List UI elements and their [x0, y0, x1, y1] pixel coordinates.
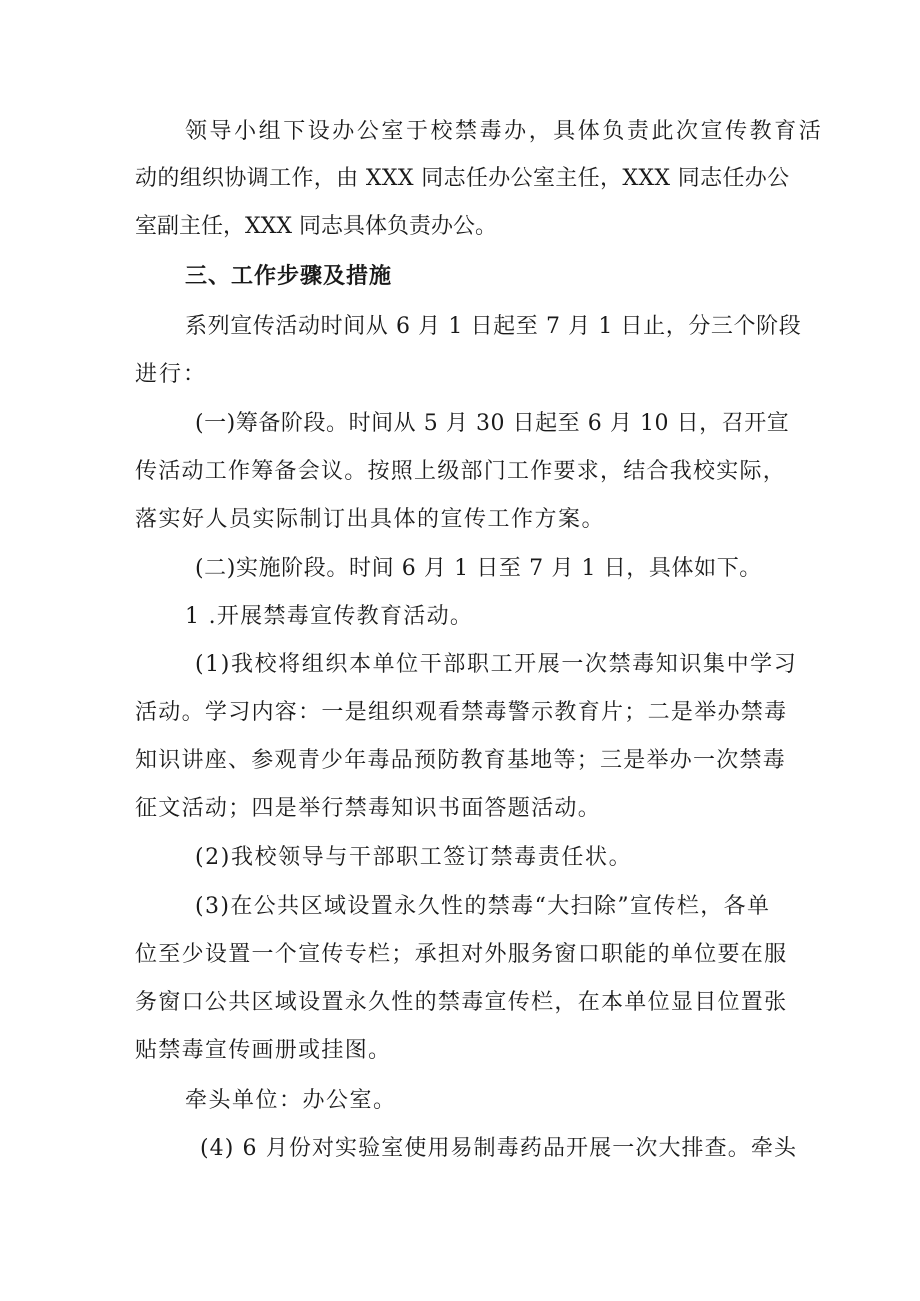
text-line: (一)筹备阶段。时间从 5 月 30 日起至 6 月 10 日，召开宣: [195, 411, 790, 436]
text-line: 传活动工作筹备会议。按照上级部门工作要求，结合我校实际，: [135, 459, 787, 484]
list-item-heading: 1 .开展禁毒宣传教育活动。: [185, 604, 474, 629]
text-line: 动的组织协调工作，由 XXX 同志任办公室主任，XXX 同志任办公: [135, 166, 790, 191]
section-heading: 三、工作步骤及措施: [185, 264, 393, 289]
text-line: 贴禁毒宣传画册或挂图。: [135, 1038, 392, 1063]
text-line: 位至少设置一个宣传专栏；承担对外服务窗口职能的单位要在服: [135, 942, 788, 967]
text-line: 系列宣传活动时间从 6 月 1 日起至 7 月 1 日止，分三个阶段: [185, 314, 802, 339]
paragraph-implementation-stage: (二)实施阶段。时间 6 月 1 日至 7 月 1 日，具体如下。: [195, 556, 762, 581]
sub-item-2: (2)我校领导与干部职工签订禁毒责任状。: [195, 845, 633, 870]
text-line: (1)我校将组织本单位干部职工开展一次禁毒知识集中学习: [195, 652, 798, 677]
text-line: 征文活动；四是举行禁毒知识书面答题活动。: [135, 796, 602, 821]
lead-unit-line: 牵头单位：办公室。: [185, 1088, 397, 1113]
sub-item-4: (4) 6 月份对实验室使用易制毒药品开展一次大排查。牵头: [200, 1136, 798, 1161]
text-line: 知识讲座、参观青少年毒品预防教育基地等；三是举办一次禁毒: [135, 748, 787, 773]
text-line: (3)在公共区域设置永久性的禁毒“大扫除”宣传栏，各单: [195, 894, 771, 919]
text-line: 务窗口公共区域设置永久性的禁毒宣传栏，在本单位显目位置张: [135, 990, 788, 1015]
text-line: 落实好人员实际制订出具体的宣传工作方案。: [135, 507, 606, 532]
text-line: 活动。学习内容：一是组织观看禁毒警示教育片；二是举办禁毒: [135, 700, 788, 725]
text-line: 室副主任，XXX 同志具体负责办公。: [135, 214, 497, 239]
text-line: 领导小组下设办公室于校禁毒办，具体负责此次宣传教育活: [185, 119, 824, 144]
text-line: 进行：: [135, 362, 208, 387]
